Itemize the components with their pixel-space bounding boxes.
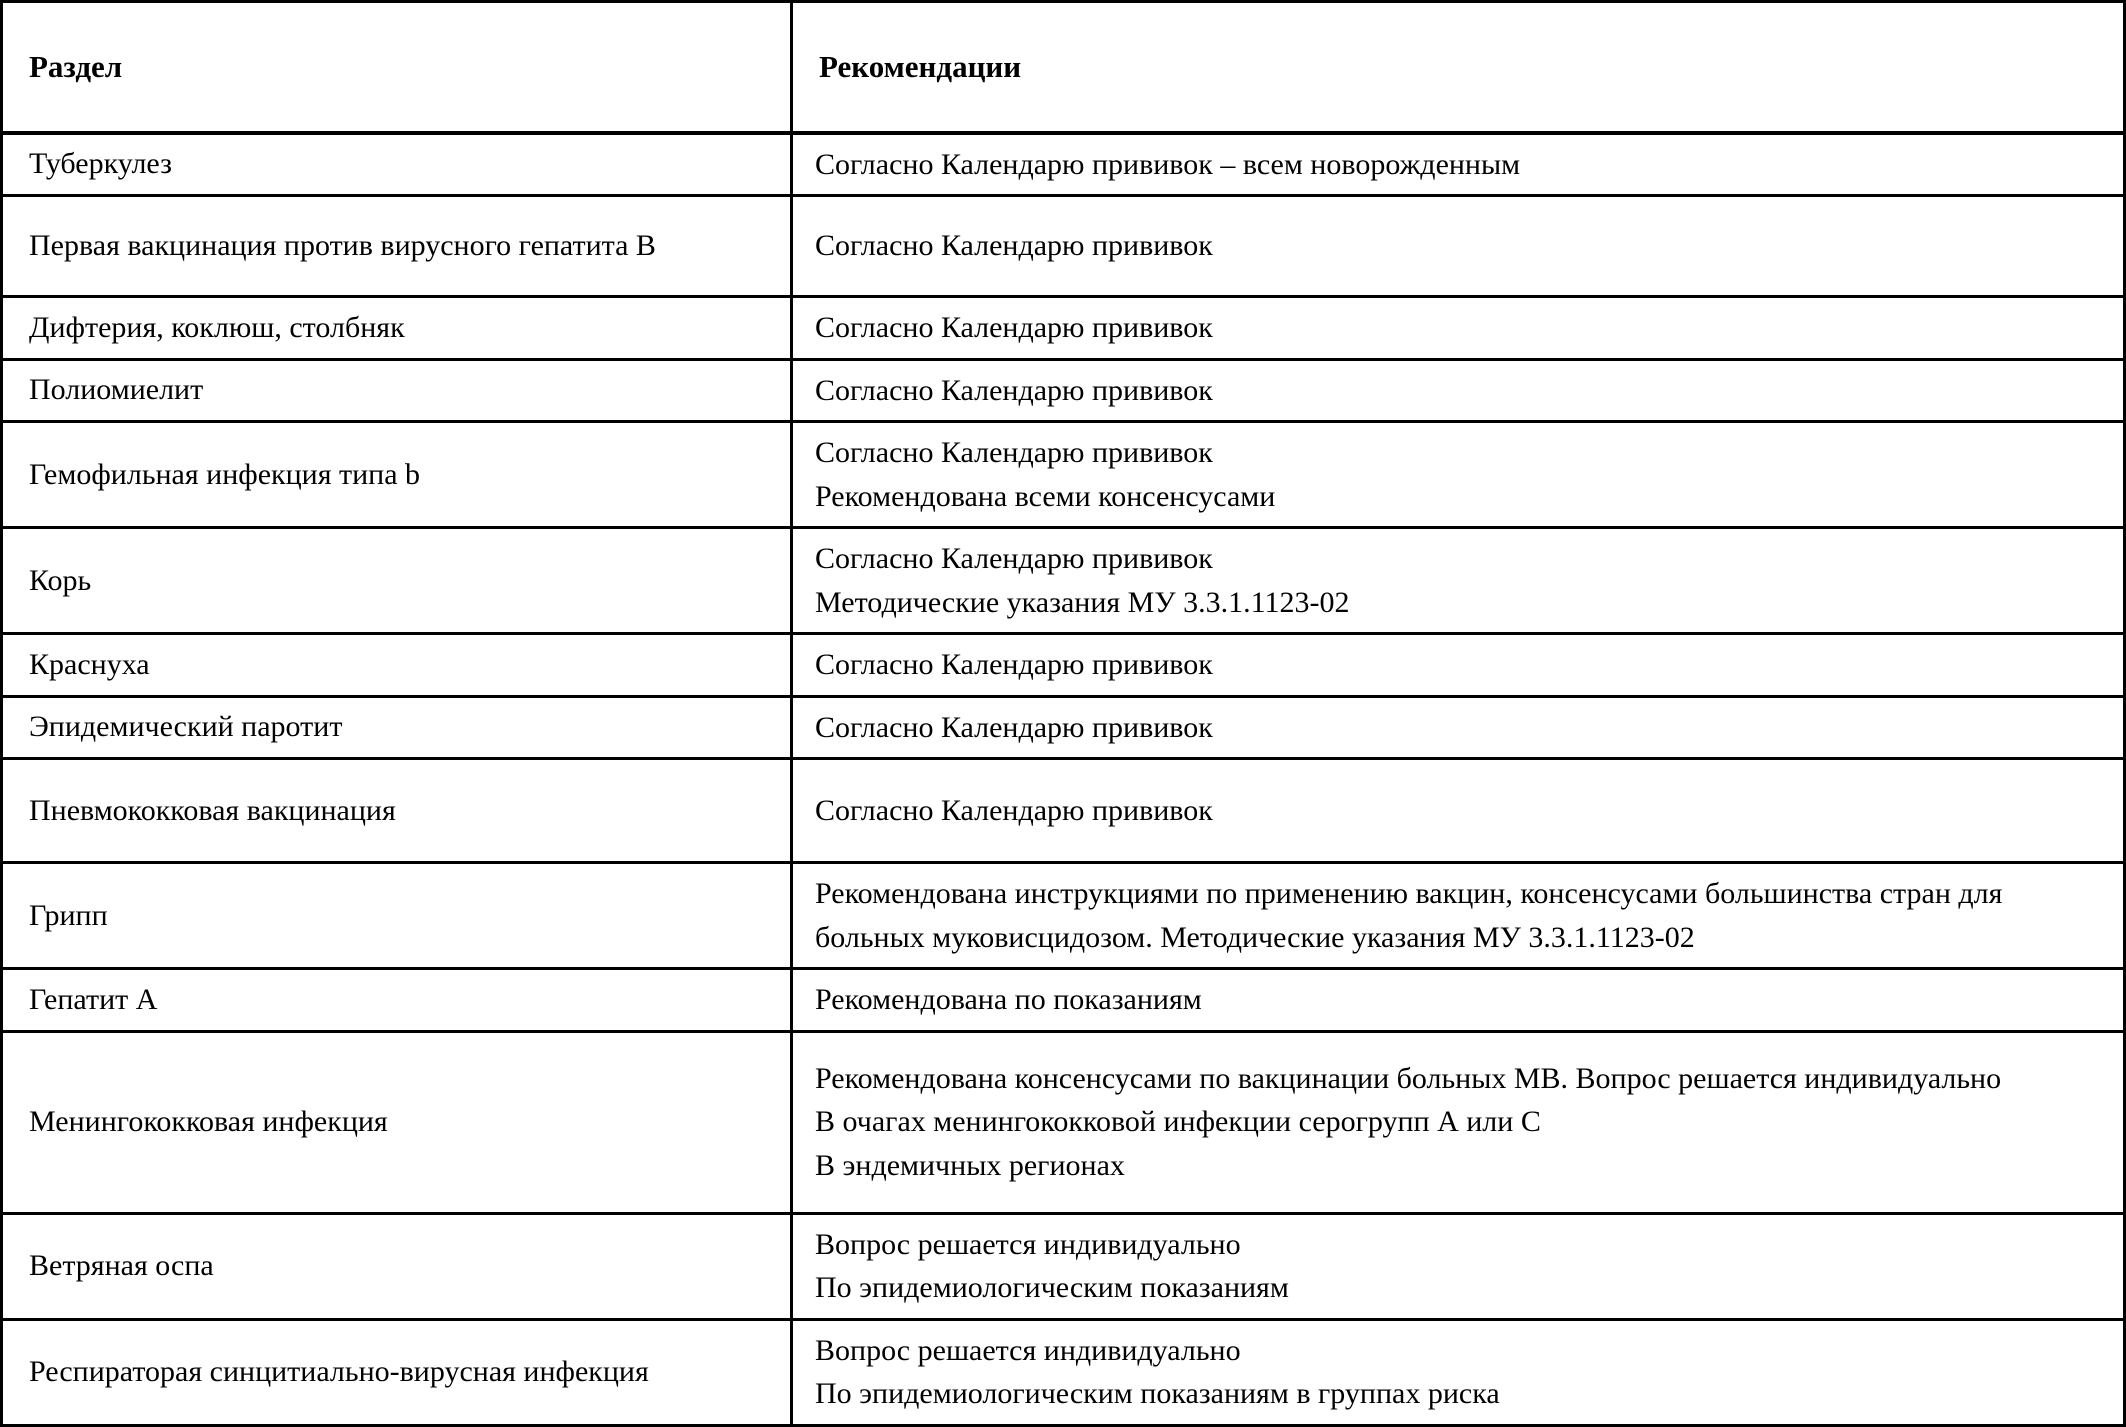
section-cell: Гепатит А bbox=[2, 969, 792, 1032]
recommendation-line: Методические указания МУ 3.3.1.1123-02 bbox=[815, 585, 1350, 619]
recommendation-line: Вопрос решается индивидуально bbox=[815, 1333, 1241, 1367]
section-cell: Ветряная оспа bbox=[2, 1213, 792, 1319]
recommendation-line: Согласно Календарю прививок bbox=[815, 542, 1213, 575]
recommendation-cell bbox=[792, 297, 2125, 360]
recommendation-line: Вопрос решается индивидуально bbox=[815, 1227, 1241, 1261]
section-cell: Эпидемический паротит bbox=[2, 696, 792, 759]
recommendation-line: Согласно Календарю прививок bbox=[815, 710, 1213, 744]
section-cell: Гемофильная инфекция типа b bbox=[2, 422, 792, 528]
table-row bbox=[2, 528, 2125, 634]
header-row bbox=[2, 2, 2125, 133]
recommendation-cell bbox=[792, 359, 2125, 422]
recommendation-line: В эндемичных регионах bbox=[815, 1148, 1125, 1182]
table-row bbox=[2, 1213, 2125, 1319]
recommendation-line: Согласно Календарю прививок bbox=[815, 311, 1213, 344]
recommendation-cell bbox=[792, 863, 2125, 969]
recommendation-cell bbox=[792, 196, 2125, 297]
table-row bbox=[2, 297, 2125, 360]
section-cell: Дифтерия, коклюш, столбняк bbox=[2, 297, 792, 360]
table-row bbox=[2, 1031, 2125, 1213]
section-cell: Корь bbox=[2, 528, 792, 634]
recommendation-line: Рекомендована по показаниям bbox=[815, 983, 1202, 1016]
recommendation-cell bbox=[792, 634, 2125, 697]
recommendation-line: Согласно Календарю прививок bbox=[815, 229, 1213, 263]
column-header-recommendations: Рекомендации bbox=[792, 2, 2125, 133]
column-header-section: Раздел bbox=[2, 2, 792, 133]
recommendation-cell bbox=[792, 759, 2125, 863]
recommendation-line: По эпидемиологическим показаниям bbox=[815, 1271, 1289, 1304]
section-cell: Пневмококковая вакцинация bbox=[2, 759, 792, 863]
recommendation-line: Согласно Календарю прививок bbox=[815, 436, 1213, 469]
recommendation-cell bbox=[792, 1213, 2125, 1319]
recommendation-cell bbox=[792, 969, 2125, 1032]
table-row bbox=[2, 1319, 2125, 1425]
recommendation-cell bbox=[792, 1031, 2125, 1213]
recommendation-line: Рекомендована всеми консенсусами bbox=[815, 479, 1276, 513]
recommendation-line: По эпидемиологическим показаниям в группах риска bbox=[815, 1377, 1500, 1410]
recommendation-cell bbox=[792, 696, 2125, 759]
table-row bbox=[2, 422, 2125, 528]
table-row bbox=[2, 969, 2125, 1032]
table-row bbox=[2, 696, 2125, 759]
table-row bbox=[2, 196, 2125, 297]
table-row bbox=[2, 359, 2125, 422]
recommendation-cell bbox=[792, 1319, 2125, 1425]
table-row bbox=[2, 634, 2125, 697]
recommendation-line: Рекомендована инструкциями по применению вакцин, консенсусами большинства стран для больных муковисцидозом. Методические указания МУ 3.3.1.1123-02 bbox=[815, 877, 2003, 954]
recommendation-line: Согласно Календарю прививок – всем новорожденным bbox=[815, 147, 1521, 181]
recommendation-line: Рекомендована консенсусами по вакцинации больных МВ. Вопрос решается индивидуально bbox=[815, 1061, 2002, 1095]
recommendation-line: Согласно Календарю прививок bbox=[815, 373, 1213, 407]
recommendation-line: Согласно Календарю прививок bbox=[815, 648, 1213, 681]
section-cell: Менингококковая инфекция bbox=[2, 1031, 792, 1213]
section-cell: Туберкулез bbox=[2, 133, 792, 196]
recommendation-line: Согласно Календарю прививок bbox=[815, 793, 1213, 827]
recommendation-line: В очагах менингококковой инфекции серогрупп А или С bbox=[815, 1105, 1541, 1139]
section-cell: Грипп bbox=[2, 863, 792, 969]
recommendation-cell bbox=[792, 422, 2125, 528]
table-row bbox=[2, 133, 2125, 196]
section-cell: Респираторая синцитиально-вирусная инфекция bbox=[2, 1319, 792, 1425]
recommendation-cell bbox=[792, 528, 2125, 634]
table-row bbox=[2, 863, 2125, 969]
section-cell: Краснуха bbox=[2, 634, 792, 697]
section-cell: Полиомиелит bbox=[2, 359, 792, 422]
table-row bbox=[2, 759, 2125, 863]
section-cell: Первая вакцинация против вирусного гепатита В bbox=[2, 196, 792, 297]
recommendation-cell bbox=[792, 133, 2125, 196]
